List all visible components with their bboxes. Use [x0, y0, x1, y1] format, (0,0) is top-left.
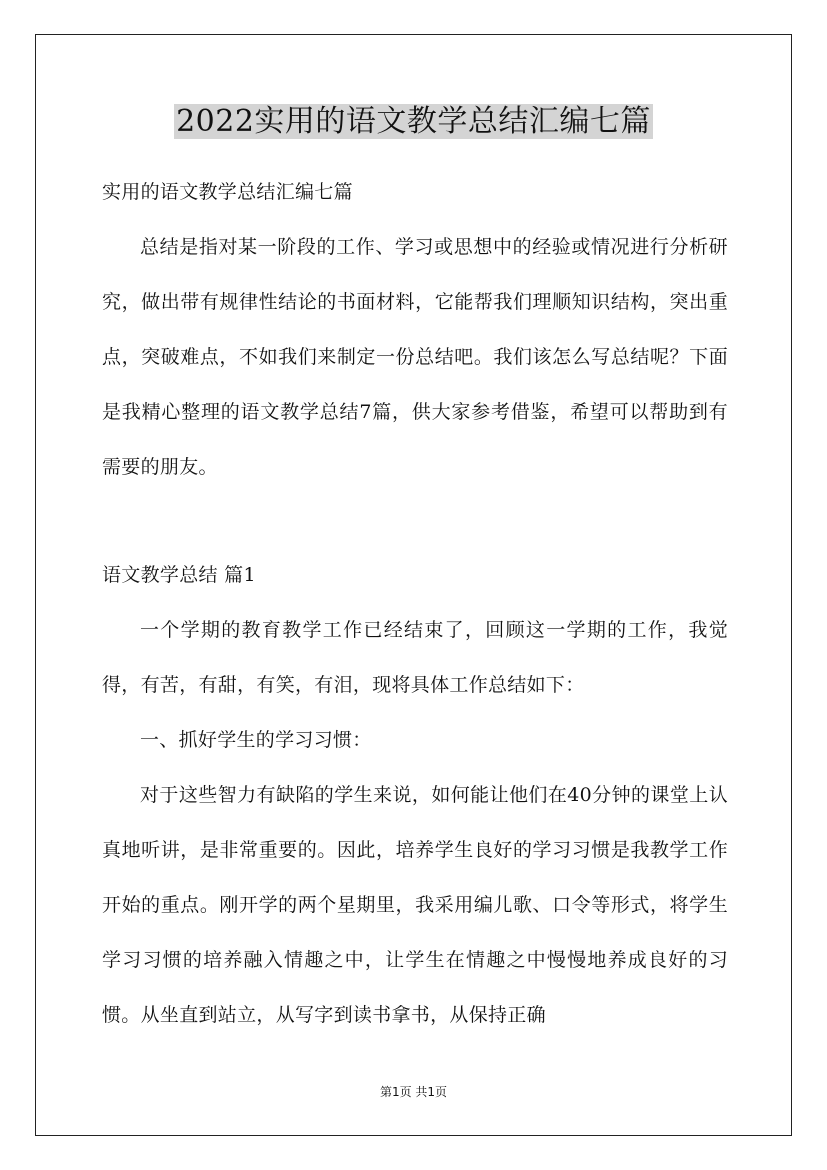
section-spacer [102, 495, 728, 548]
document-body [102, 165, 728, 1043]
sub-heading: 一、抓好学生的学习习惯： [140, 729, 372, 751]
section-heading: 语文教学总结 篇1 [102, 564, 256, 586]
document-title [0, 100, 827, 144]
document-title-text: 2022实用的语文教学总结汇编七篇 [176, 104, 651, 139]
page-footer [0, 1083, 827, 1101]
body-paragraph-1: 一个学期的教育教学工作已经结束了，回顾这一学期的工作，我觉得，有苦，有甜，有笑，有泪，现将具体工作总结如下： [102, 619, 728, 696]
document-subtitle: 实用的语文教学总结汇编七篇 [102, 181, 353, 203]
intro-paragraph: 总结是指对某一阶段的工作、学习或思想中的经验或情况进行分析研究，做出带有规律性结论的书面材料，它能帮我们理顺知识结构，突出重点，突破难点，不如我们来制定一份总结吧。我们该怎么写总结呢？下面是我精心整理的语文教学总结7篇，供大家参考借鉴，希望可以帮助到有需要的朋友。 [102, 236, 728, 478]
body-paragraph-2: 对于这些智力有缺陷的学生来说，如何能让他们在40分钟的课堂上认真地听讲，是非常重要的。因此，培养学生良好的学习习惯是我教学工作开始的重点。刚开学的两个星期里，我采用编儿歌、口令等形式，将学生学习习惯的培养融入情趣之中，让学生在情趣之中慢慢地养成良好的习惯。从坐直到站立，从写字到读书拿书，从保持正确 [102, 784, 728, 1026]
page-number: 第1页 共1页 [379, 1085, 448, 1099]
